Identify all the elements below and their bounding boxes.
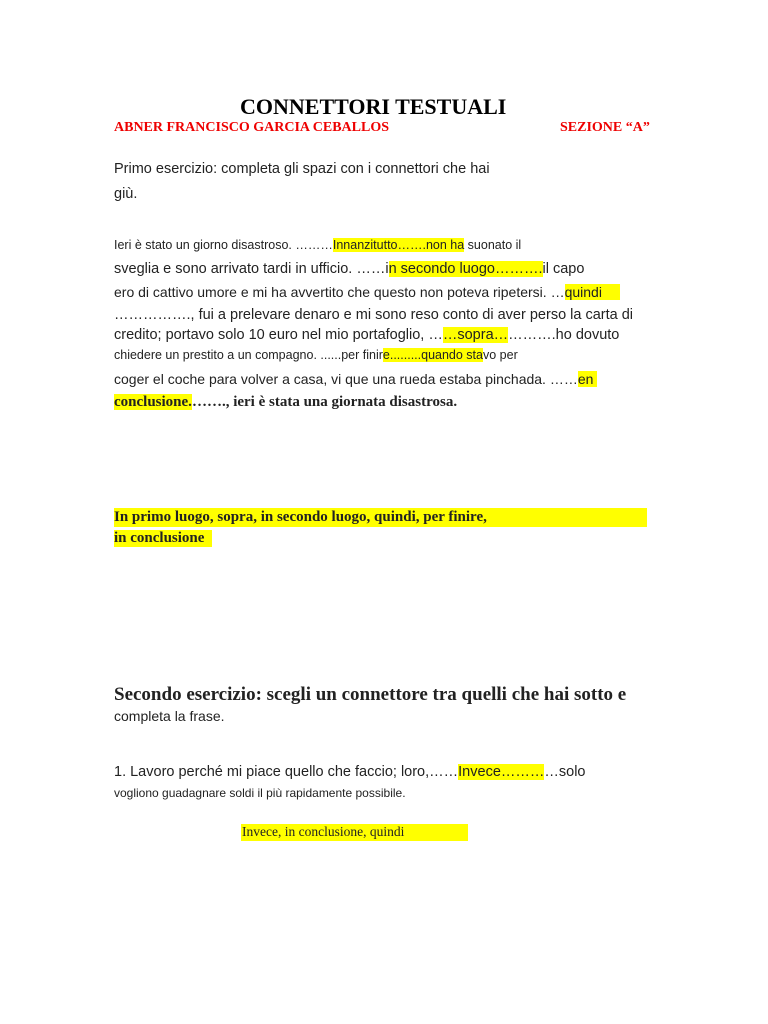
- answer-highlight: …sopra…: [442, 327, 509, 343]
- text-segment: il capo: [542, 261, 585, 277]
- answer-highlight: Invece………: [458, 764, 545, 780]
- paragraph-line: [114, 371, 597, 387]
- section-label: SEZIONE “A”: [560, 120, 650, 135]
- paragraph-line: [114, 348, 518, 362]
- text-segment: vo per: [482, 348, 518, 362]
- paragraph-line: [114, 284, 620, 300]
- paragraph-line: [114, 394, 457, 411]
- author-name: ABNER FRANCISCO GARCIA CEBALLOS: [114, 120, 389, 135]
- paragraph-line: [114, 327, 619, 343]
- text-segment: …solo: [544, 764, 586, 780]
- text-segment: ……….ho dovuto: [508, 327, 620, 343]
- text-segment: 1. Lavoro perché mi piace quello che faccio; loro,……: [114, 764, 459, 780]
- question-line: [114, 764, 586, 780]
- answer-highlight: en: [578, 371, 598, 387]
- answer-list: In primo luogo, sopra, in secondo luogo, quindi, per finire,: [114, 509, 487, 525]
- text-segment: chiedere un prestito a un compagno. ......per finir: [114, 348, 383, 362]
- answer-highlight: Innanzitutto…….non ha: [332, 238, 465, 252]
- answer-options: Invece, in conclusione, quindi: [242, 824, 405, 839]
- exercise-2-title: Secondo esercizio: scegli un connettore tra quelli che hai sotto e: [114, 684, 627, 705]
- answer-list-cont: in conclusione: [114, 530, 212, 547]
- paragraph-line: [114, 261, 584, 277]
- answer-highlight: conclusione.: [114, 394, 192, 410]
- exercise-1-intro: Primo esercizio: completa gli spazi con i connettori che hai: [114, 161, 490, 177]
- text-segment: coger el coche para volver a casa, vi que una rueda estaba pinchada. ……: [114, 371, 578, 387]
- exercise-2-subtitle: completa la frase.: [114, 708, 225, 724]
- answer-highlight: n secondo luogo……….: [388, 261, 543, 277]
- answer-highlight: quindi: [565, 284, 620, 300]
- text-segment: ero di cattivo umore e mi ha avvertito che questo non poteva ripetersi. …: [114, 284, 565, 300]
- exercise-1-intro-cont: giù.: [114, 186, 138, 202]
- question-line-cont: vogliono guadagnare soldi il più rapidamente possibile.: [114, 786, 406, 800]
- text-segment: sveglia e sono arrivato tardi in ufficio. ……i: [114, 261, 389, 277]
- text-segment: credito; portavo solo 10 euro nel mio portafoglio, …: [114, 327, 443, 343]
- paragraph-line: [114, 238, 521, 252]
- answer-highlight: e.........quando sta: [382, 348, 483, 362]
- text-segment: ……., ieri è stata una giornata disastrosa.: [191, 394, 458, 410]
- text-segment: suonato il: [464, 238, 522, 252]
- document-title: CONNETTORI TESTUALI: [240, 94, 507, 119]
- paragraph-line: ……………., fui a prelevare denaro e mi sono reso conto di aver perso la carta di: [114, 307, 634, 323]
- text-segment: Ieri è stato un giorno disastroso. ………: [114, 238, 333, 252]
